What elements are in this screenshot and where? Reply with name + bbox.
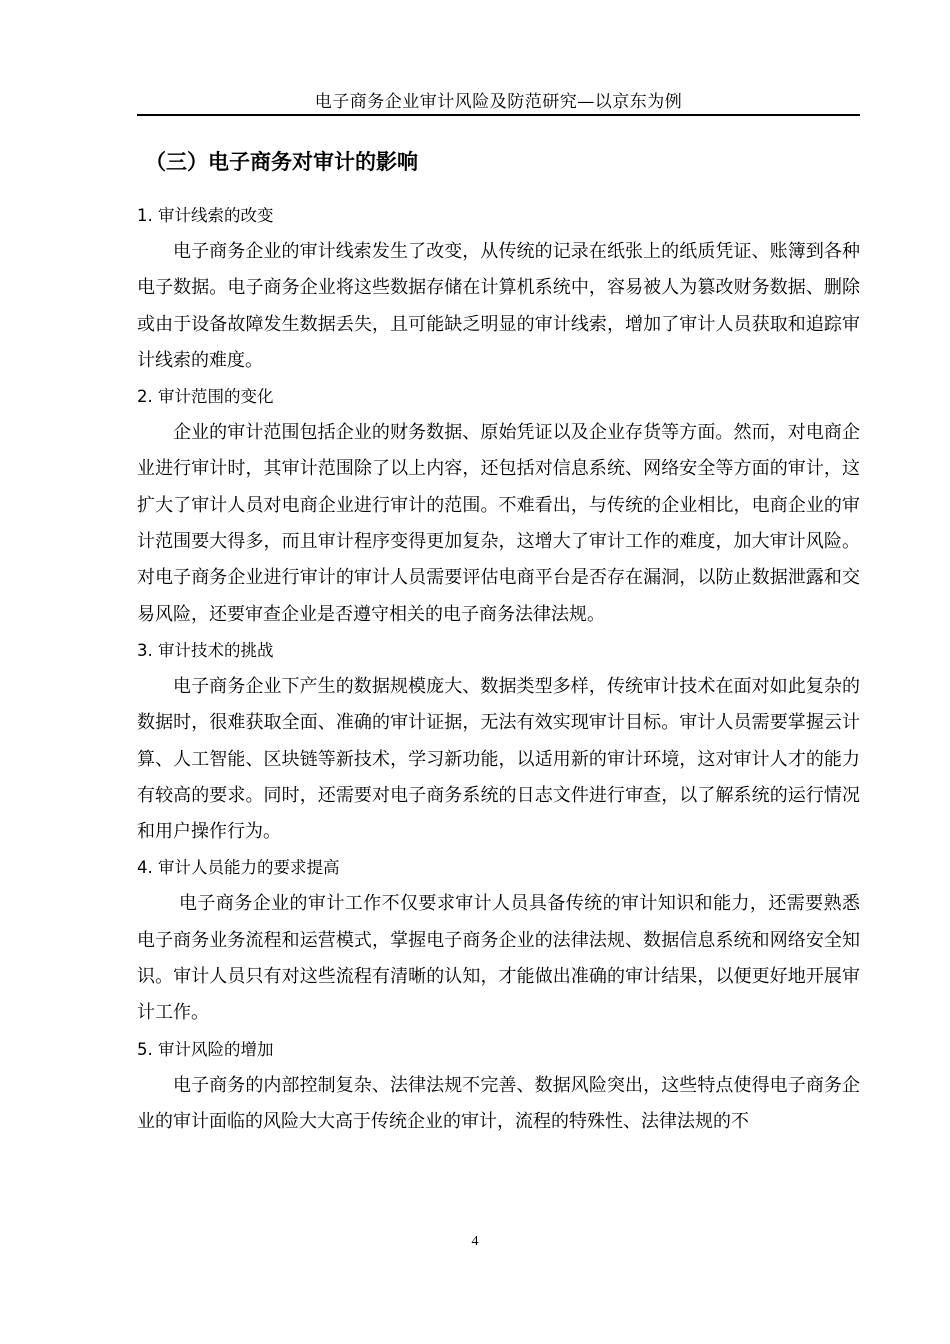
subsection-heading: 1. 审计线索的改变 — [137, 206, 274, 225]
subsection-paragraph: 电子商务企业的审计工作不仅要求审计人员具备传统的审计知识和能力，还需要熟悉电子商务业务流程和运营模式，掌握电子商务企业的法律法规、数据信息系统和网络安全知识。审计人员只有对这些流程有清晰的认知，才能做出准确的审计结果，以便更好地开展审计工作。 — [137, 893, 860, 1024]
page-header — [137, 90, 860, 116]
subsection-heading: 4. 审计人员能力的要求提高 — [137, 858, 340, 878]
header-title: 电子商务企业审计风险及防范研究—以京东为例 — [314, 92, 683, 112]
section-title: （三）电子商务对审计的影响 — [145, 150, 418, 174]
subsection-paragraph: 电子商务的内部控制复杂、法律法规不完善、数据风险突出，这些特点使得电子商务企业的审计面临的风险大大高于传统企业的审计，流程的特殊性、法律法规的不 — [137, 1074, 860, 1132]
subsection-paragraph: 企业的审计范围包括企业的财务数据、原始凭证以及企业存货等方面。然而，对电商企业进行审计时，其审计范围除了以上内容，还包括对信息系统、网络安全等方面的审计，这扩大了审计人员对电商企业进行审计的范围。不难看出，与传统的企业相比，电商企业的审计范围要大得多，而且审计程序变得更加复杂，这增大了审计工作的难度，加大审计风险。对电子商务企业进行审计的审计人员需要评估电商平台是否存在漏洞，以防止数据泄露和交易风险，还要审查企业是否遵守相关的电子商务法律法规。 — [137, 422, 860, 625]
subsection-heading: 5. 审计风险的增加 — [137, 1039, 274, 1059]
page-number: 4 — [471, 1234, 479, 1249]
subsection-heading: 2. 审计范围的变化 — [137, 387, 274, 407]
subsection-paragraph: 电子商务企业下产生的数据规模庞大、数据类型多样，传统审计技术在面对如此复杂的数据时，很难获取全面、准确的审计证据，无法有效实现审计目标。审计人员需要掌握云计算、人工智能、区块链等新技术，学习新功能，以适用新的审计环境，这对审计人才的能力有较高的要求。同时，还需要对电子商务系统的日志文件进行审查，以了解系统的运行情况和用户操作行为。 — [137, 675, 860, 843]
page-content — [137, 140, 860, 1140]
subsection-paragraph: 电子商务企业的审计线索发生了改变，从传统的记录在纸张上的纸质凭证、账簿到各种电子数据。电子商务企业将这些数据存储在计算机系统中，容易被人为篡改财务数据、删除或由于设备故障发生数据丢失，且可能缺乏明显的审计线索，增加了审计人员获取和追踪审计线索的难度。 — [137, 241, 860, 371]
subsection-heading: 3. 审计技术的挑战 — [137, 640, 274, 660]
